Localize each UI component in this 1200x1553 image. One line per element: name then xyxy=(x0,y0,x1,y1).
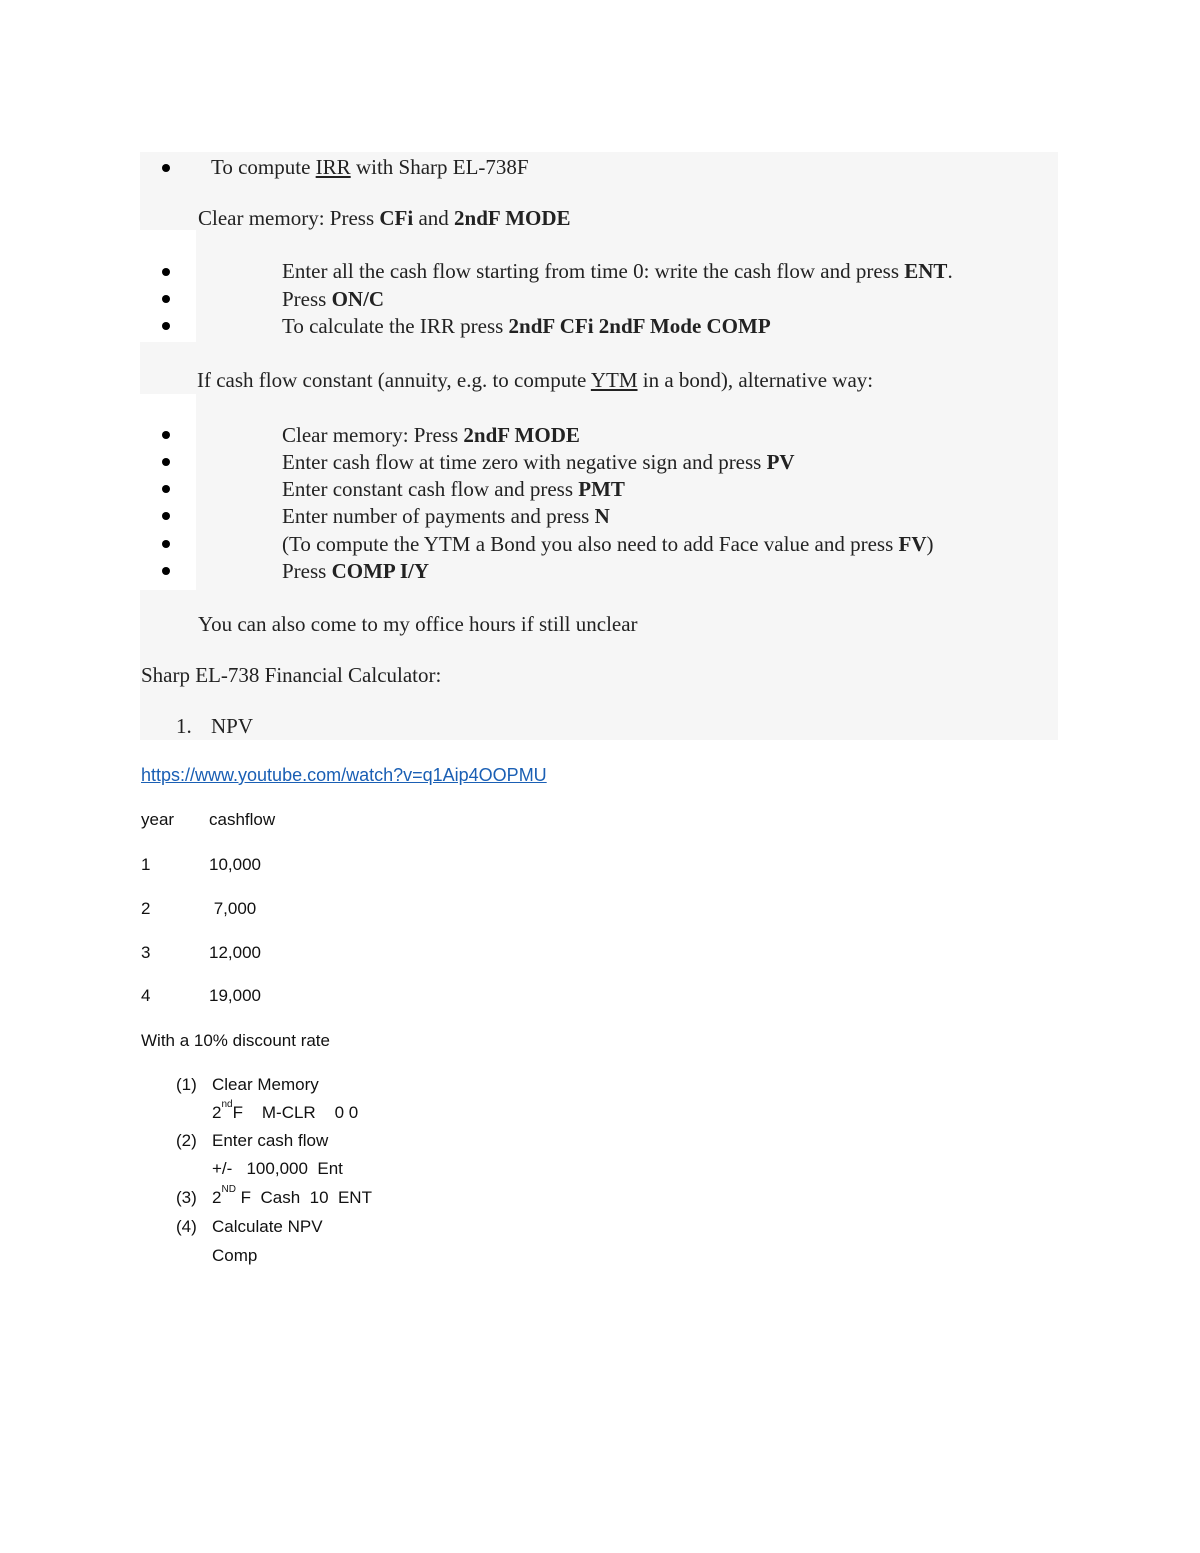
irr-intro: To compute IRR with Sharp EL-738F xyxy=(211,155,529,179)
table-cell-year: 3 xyxy=(141,943,151,962)
alternative-intro: If cash flow constant (annuity, e.g. to compute YTM in a bond), alternative way: xyxy=(197,368,874,392)
bullet-icon xyxy=(162,295,170,303)
table-cell-year: 4 xyxy=(141,986,151,1005)
alt-step: Enter number of payments and press N xyxy=(282,504,610,528)
table-cell-cashflow: 12,000 xyxy=(209,943,261,962)
step-keys: +/- 100,000 Ent xyxy=(212,1159,343,1178)
irr-term: IRR xyxy=(315,155,351,179)
step-number: (4) xyxy=(176,1217,197,1236)
step-text: Enter cash flow xyxy=(212,1131,329,1150)
table-cell-year: 2 xyxy=(141,899,151,918)
step-text: Calculate NPV xyxy=(212,1217,323,1236)
alt-step: Enter cash flow at time zero with negative sign and press PV xyxy=(282,450,795,474)
table-header-year: year xyxy=(141,810,175,829)
alt-step: Press COMP I/Y xyxy=(282,559,430,583)
table-header-cashflow: cashflow xyxy=(209,810,276,829)
bullet-icon xyxy=(162,431,170,439)
bullet-icon xyxy=(162,322,170,330)
ytm-term: YTM xyxy=(590,368,638,392)
bullet-icon xyxy=(162,540,170,548)
table-cell-cashflow: 10,000 xyxy=(209,855,261,874)
alt-step: (To compute the YTM a Bond you also need to add Face value and press FV) xyxy=(282,532,934,556)
npv-heading: Sharp EL-738 Financial Calculator: xyxy=(141,663,442,687)
table-cell-year: 1 xyxy=(141,855,151,874)
step-text: Clear Memory xyxy=(212,1075,319,1094)
irr-step: To calculate the IRR press 2ndF CFi 2ndF Mode COMP xyxy=(282,314,771,338)
bullet-icon xyxy=(162,485,170,493)
step-keys: 2ndF M-CLR 0 0 xyxy=(212,1099,359,1122)
bullet-icon xyxy=(162,512,170,520)
npv-item-number: 1. xyxy=(176,714,192,738)
step-keys: Comp xyxy=(212,1246,258,1265)
clear-memory-line: Clear memory: Press CFi and 2ndF MODE xyxy=(198,206,571,230)
bullet-icon xyxy=(162,567,170,575)
discount-rate-text: With a 10% discount rate xyxy=(141,1031,330,1050)
bullet-icon xyxy=(162,164,170,172)
irr-step: Enter all the cash flow starting from time 0: write the cash flow and press ENT. xyxy=(282,259,953,283)
step-text: 2ND F Cash 10 ENT xyxy=(212,1184,372,1207)
youtube-link[interactable]: https://www.youtube.com/watch?v=q1Aip4OOPMU xyxy=(141,765,547,785)
step-number: (3) xyxy=(176,1188,197,1207)
table-cell-cashflow: 7,000 xyxy=(209,899,257,918)
step-number: (2) xyxy=(176,1131,197,1150)
npv-item-label: NPV xyxy=(211,714,254,738)
irr-step: Press ON/C xyxy=(282,287,385,311)
alt-step: Clear memory: Press 2ndF MODE xyxy=(282,423,580,447)
alt-step: Enter constant cash flow and press PMT xyxy=(282,477,625,501)
table-cell-cashflow: 19,000 xyxy=(209,986,261,1005)
bullet-icon xyxy=(162,268,170,276)
step-number: (1) xyxy=(176,1075,197,1094)
bullet-icon xyxy=(162,458,170,466)
office-hours-note: You can also come to my office hours if still unclear xyxy=(198,612,638,636)
